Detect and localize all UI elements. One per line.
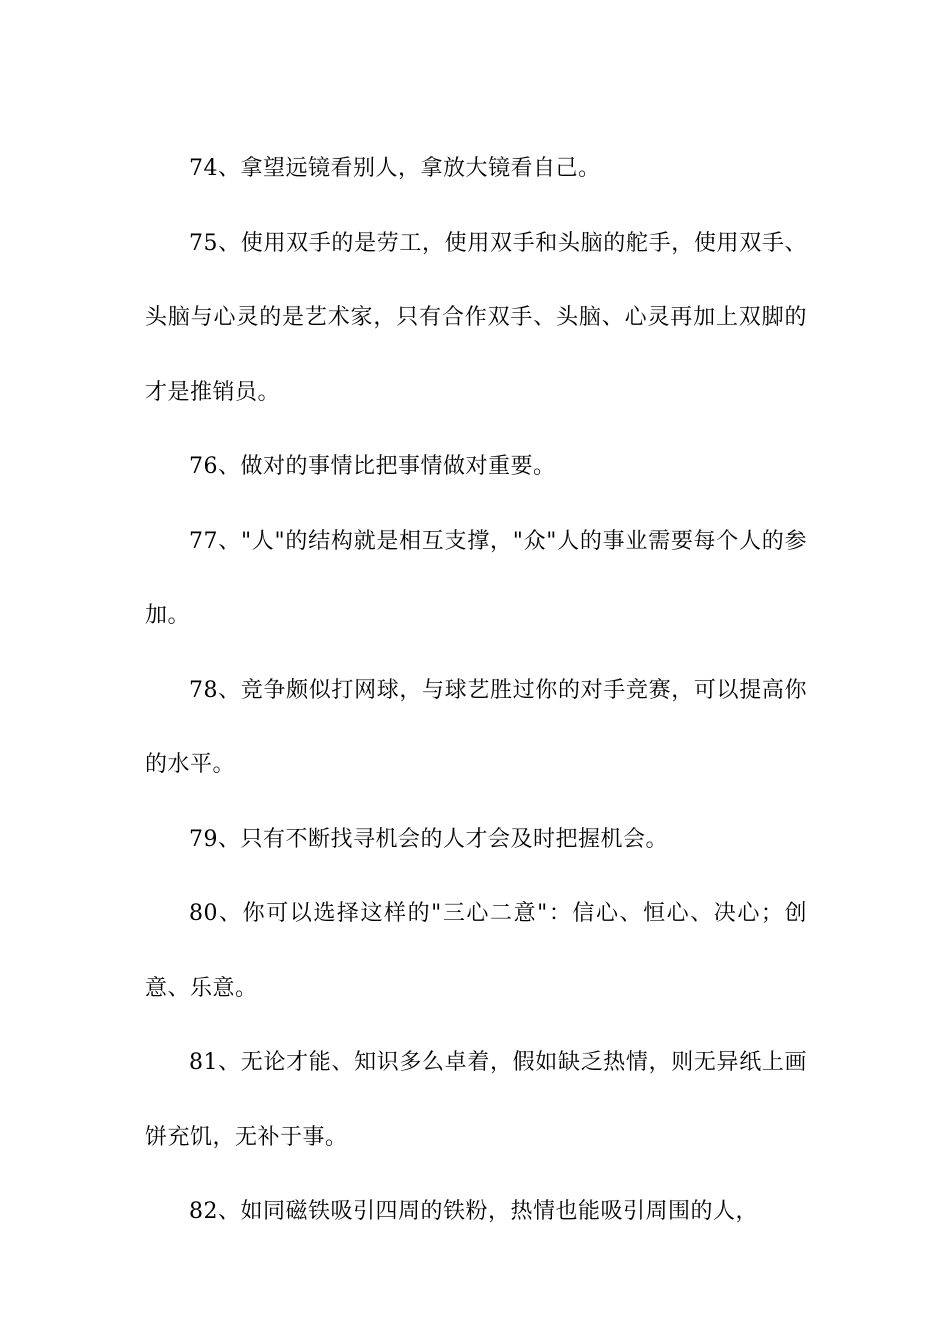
- paragraph-78: 78、竞争颇似打网球，与球艺胜过你的对手竞赛，可以提高你的水平。: [145, 677, 807, 777]
- paragraph-79: 79、只有不断找寻机会的人才会及时把握机会。: [189, 826, 668, 852]
- paragraph-75: 75、使用双手的是劳工，使用双手和头脑的舵手，使用双手、头脑与心灵的是艺术家，只有合作双手、头脑、心灵再加上双脚的才是推销员。: [145, 230, 807, 405]
- paragraph-77: 77、"人"的结构就是相互支撑，"众"人的事业需要每个人的参加。: [145, 528, 807, 628]
- document-body: [145, 132, 807, 1250]
- paragraph-76: 76、做对的事情比把事情做对重要。: [189, 454, 556, 479]
- paragraph-82: 82、如同磁铁吸引四周的铁粉，热情也能吸引周围的人，: [189, 1199, 758, 1224]
- paragraph-80: 80、你可以选择这样的"三心二意"：信心、恒心、决心；创意、乐意。: [145, 901, 807, 1001]
- paragraph-81: 81、无论才能、知识多么卓着，假如缺乏热情，则无异纸上画饼充饥，无补于事。: [145, 1050, 807, 1150]
- paragraph-74: 74、拿望远镜看别人，拿放大镜看自己。: [189, 156, 601, 181]
